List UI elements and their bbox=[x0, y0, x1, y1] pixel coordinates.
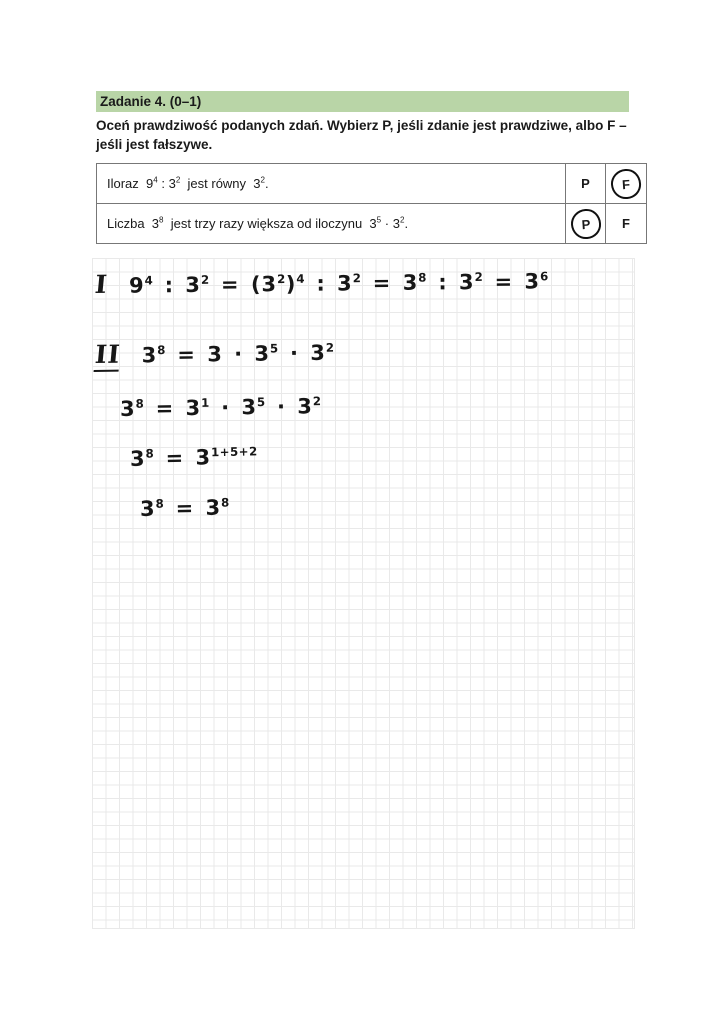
task-title: Zadanie 4. (0–1) bbox=[100, 94, 202, 109]
statement-cell bbox=[97, 164, 566, 204]
roman-numeral-i: I bbox=[93, 269, 110, 300]
answer-option-f[interactable]: F bbox=[610, 167, 642, 199]
task-header-bar bbox=[96, 91, 629, 112]
handwritten-line-2 bbox=[95, 337, 335, 372]
answer-option-f[interactable]: F bbox=[622, 216, 630, 231]
task-instruction bbox=[96, 116, 641, 154]
statement-cell bbox=[97, 204, 566, 244]
handwritten-equation-2: $3^8 = 3 \cdot 3^5 \cdot 3^2$ bbox=[141, 340, 335, 368]
handwritten-line-5 bbox=[140, 495, 230, 521]
handwritten-line-3 bbox=[120, 394, 322, 421]
statement-row-1 bbox=[97, 164, 647, 204]
true-false-table bbox=[96, 163, 647, 244]
answer-cell-p[interactable] bbox=[566, 164, 606, 204]
grid-paper bbox=[92, 258, 635, 929]
answer-option-p[interactable]: P bbox=[581, 176, 590, 191]
statement-text: Iloraz $9^4$ : $3^2$ jest równy $3^2$. bbox=[107, 175, 269, 192]
answer-cell-f[interactable] bbox=[606, 164, 647, 204]
handwritten-line-4 bbox=[130, 444, 258, 471]
instruction-line-2: jeśli jest fałszywe. bbox=[96, 137, 213, 152]
instruction-line-1: Oceń prawdziwość podanych zdań. Wybierz P, jeśli zdanie jest prawdziwe, albo F – bbox=[96, 118, 627, 133]
answer-option-p[interactable]: P bbox=[569, 207, 601, 239]
answer-cell-f[interactable] bbox=[606, 204, 647, 244]
statement-row-2 bbox=[97, 204, 647, 244]
statement-text: Liczba $3^8$ jest trzy razy większa od iloczynu $3^5 \cdot 3^2$. bbox=[107, 215, 409, 232]
handwritten-equation-1: $9^4$ : $3^2 = (3^2)^4$ : $3^2 = 3^8$ : $3^2 = 3^6$ bbox=[128, 269, 549, 298]
handwritten-equation-3: $3^8 = 3^1 \cdot 3^5 \cdot 3^2$ bbox=[119, 394, 322, 421]
handwritten-equation-5: $3^8 = 3^8$ bbox=[139, 495, 230, 521]
answer-cell-p[interactable] bbox=[566, 204, 606, 244]
handwritten-line-1 bbox=[95, 265, 549, 299]
roman-numeral-ii: II bbox=[94, 340, 122, 372]
handwritten-equation-4: $3^8 = 3^{1+5+2}$ bbox=[129, 444, 258, 471]
